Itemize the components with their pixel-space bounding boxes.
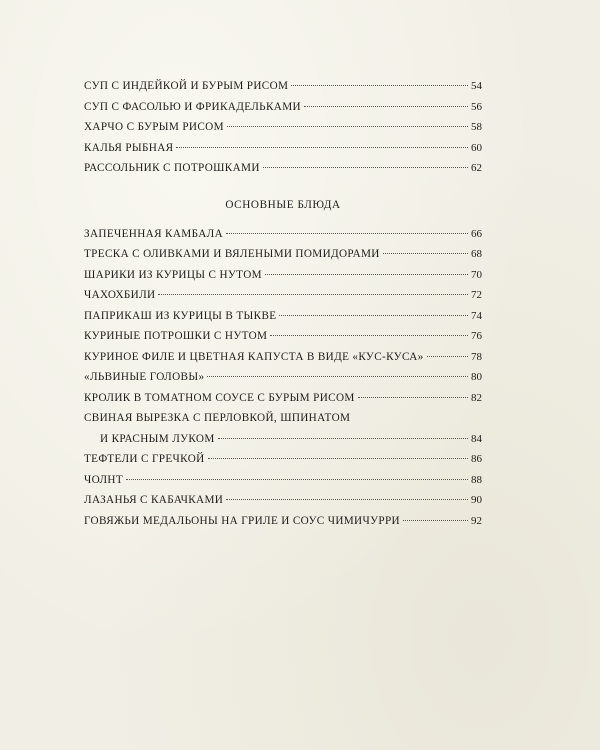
toc-entry-title: ШАРИКИ ИЗ КУРИЦЫ С НУТОМ [84, 268, 262, 281]
toc-entry-page: 76 [471, 330, 482, 342]
toc-entry-page: 82 [471, 391, 482, 404]
toc-entry [84, 429, 482, 450]
toc-entry [84, 138, 482, 159]
toc-entry [84, 76, 482, 97]
toc-entry-page: 62 [471, 162, 482, 174]
toc-entry-title: ТЕФТЕЛИ С ГРЕЧКОЙ [84, 453, 205, 465]
toc-entry-page: 60 [471, 141, 482, 154]
dot-leader [270, 335, 468, 336]
dot-leader [176, 147, 468, 148]
toc-entry-title-line2: И КРАСНЫМ ЛУКОМ [100, 432, 215, 445]
dot-leader [403, 520, 468, 521]
dot-leader [265, 274, 468, 275]
toc-entry-title: ЧАХОХБИЛИ [84, 289, 156, 301]
toc-entry-title: КАЛЬЯ РЫБНАЯ [84, 141, 174, 154]
section-heading: ОСНОВНЫЕ БЛЮДА [225, 198, 341, 211]
soups-list [84, 76, 482, 179]
toc-entry-title-line1: СВИНАЯ ВЫРЕЗКА С ПЕРЛОВКОЙ, ШПИНАТОМ [84, 412, 351, 424]
dot-leader [358, 397, 468, 398]
dot-leader [226, 233, 468, 234]
dot-leader [218, 438, 468, 439]
mains-list [84, 224, 482, 532]
dot-leader [304, 106, 468, 107]
toc-entry-title: «ЛЬВИНЫЕ ГОЛОВЫ» [84, 371, 205, 383]
toc-entry [84, 326, 482, 347]
toc-entry [84, 449, 482, 470]
toc-entry-page: 58 [471, 121, 482, 133]
toc-entry [84, 306, 482, 327]
toc-entry-title: ЛАЗАНЬЯ С КАБАЧКАМИ [84, 494, 224, 506]
toc-entry [84, 265, 482, 286]
toc-entry-page: 84 [471, 432, 482, 445]
toc-entry-page: 54 [471, 80, 482, 92]
toc-entry-page: 74 [471, 309, 482, 322]
toc-entry-page: 66 [471, 227, 482, 240]
dot-leader [279, 315, 468, 316]
toc-entry-page: 90 [471, 494, 482, 506]
toc-entry-title: ПАПРИКАШ ИЗ КУРИЦЫ В ТЫКВЕ [84, 309, 277, 322]
dot-leader [158, 294, 468, 295]
toc-entry-page: 70 [471, 268, 482, 281]
toc-entry-title: ТРЕСКА С ОЛИВКАМИ И ВЯЛЕНЫМИ ПОМИДОРАМИ [84, 248, 380, 260]
table-of-contents [84, 76, 482, 531]
toc-entry-title: РАССОЛЬНИК С ПОТРОШКАМИ [84, 162, 260, 174]
dot-leader [427, 356, 468, 357]
toc-entry-page: 88 [471, 473, 482, 486]
dot-leader [207, 376, 468, 377]
toc-entry [84, 224, 482, 245]
toc-entry-page: 92 [471, 514, 482, 527]
toc-entry [84, 285, 482, 306]
dot-leader [383, 253, 468, 254]
toc-entry-title: КУРИНОЕ ФИЛЕ И ЦВЕТНАЯ КАПУСТА В ВИДЕ «КУС-КУСА» [84, 350, 424, 363]
toc-entry-title: КРОЛИК В ТОМАТНОМ СОУСЕ С БУРЫМ РИСОМ [84, 391, 355, 404]
dot-leader [291, 85, 468, 86]
dot-leader [226, 499, 468, 500]
toc-entry-title: ГОВЯЖЬИ МЕДАЛЬОНЫ НА ГРИЛЕ И СОУС ЧИМИЧУРРИ [84, 514, 400, 527]
dot-leader [227, 126, 468, 127]
toc-entry-title: ХАРЧО С БУРЫМ РИСОМ [84, 121, 224, 133]
dot-leader [208, 458, 468, 459]
toc-entry [84, 367, 482, 388]
toc-entry-title: ЗАПЕЧЕННАЯ КАМБАЛА [84, 227, 224, 240]
toc-entry [84, 511, 482, 532]
toc-entry-title: СУП С ИНДЕЙКОЙ И БУРЫМ РИСОМ [84, 80, 289, 92]
toc-entry [84, 158, 482, 179]
toc-entry-page: 80 [471, 371, 482, 383]
toc-entry [84, 117, 482, 138]
toc-entry [84, 490, 482, 511]
toc-entry-title: КУРИНЫЕ ПОТРОШКИ С НУТОМ [84, 330, 268, 342]
toc-entry-page: 56 [471, 100, 482, 113]
toc-entry [84, 470, 482, 491]
toc-entry [84, 97, 482, 118]
toc-entry-page: 72 [471, 289, 482, 301]
toc-entry [84, 244, 482, 265]
toc-entry [84, 347, 482, 368]
dot-leader [263, 167, 468, 168]
dot-leader [126, 479, 468, 480]
toc-entry-page: 68 [471, 248, 482, 260]
toc-entry-title: ЧОЛНТ [84, 473, 124, 486]
toc-entry [84, 388, 482, 409]
toc-entry-page: 86 [471, 453, 482, 465]
toc-entry-title: СУП С ФАСОЛЬЮ И ФРИКАДЕЛЬКАМИ [84, 100, 301, 113]
toc-entry-page: 78 [471, 350, 482, 363]
